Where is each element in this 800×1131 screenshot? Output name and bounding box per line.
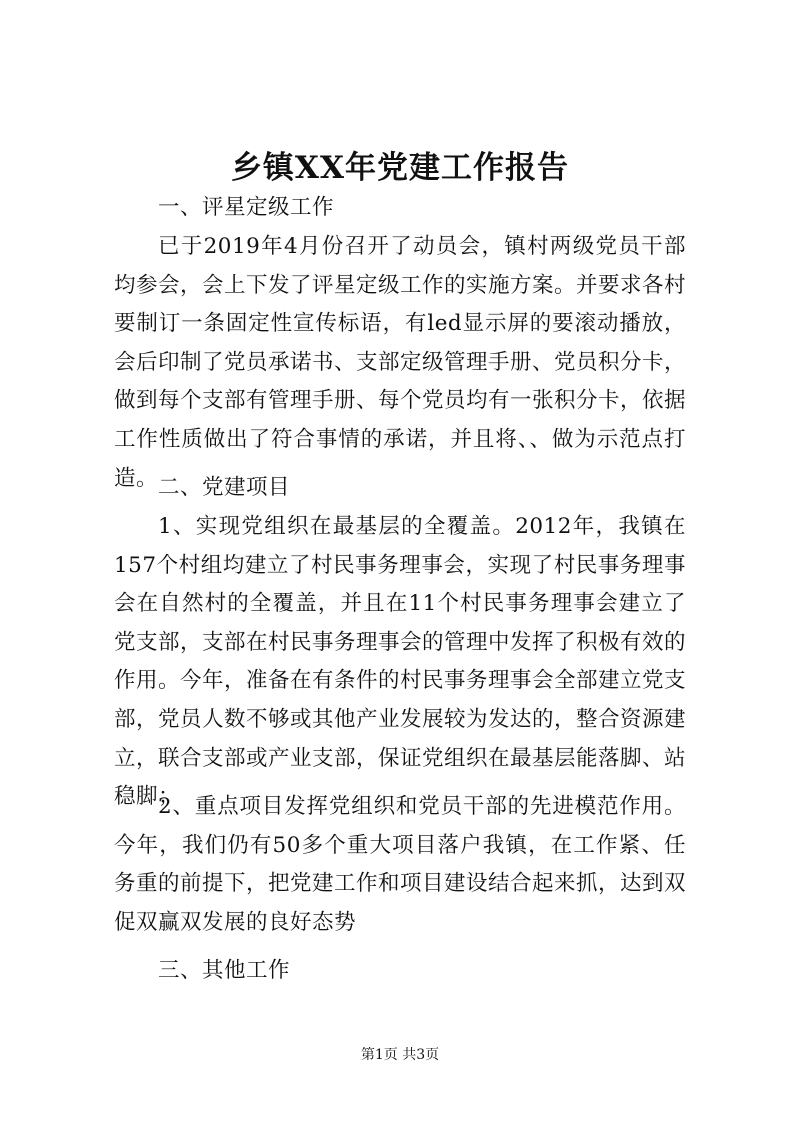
- section-2-paragraph-2: 2、重点项目发挥党组织和党员干部的先进模范作用。今年，我们仍有50多个重大项目落户我镇，在工作紧、任务重的前提下，把党建工作和项目建设结合起来抓，达到双促双赢双发展的良好态势: [114, 794, 687, 935]
- section-heading-1: 一、评星定级工作: [158, 195, 335, 220]
- section-heading-2: 二、党建项目: [158, 475, 291, 500]
- document-title: 乡镇XX年党建工作报告: [230, 150, 570, 186]
- page-footer: 第1页 共3页: [360, 1047, 440, 1063]
- section-1-paragraph-1: 已于2019年4月份召开了动员会，镇村两级党员干部均参会，会上下发了评星定级工作的实施方案。并要求各村要制订一条固定性宣传标语，有led显示屏的要滚动播放，会后印制了党员承诺书、支部定级管理手册、党员积分卡，做到每个支部有管理手册、每个党员均有一张积分卡，依据工作性质做出了符合事情的承诺，并且将、、做为示范点打造。: [114, 234, 687, 491]
- section-heading-3: 三、其他工作: [158, 958, 291, 983]
- section-2-paragraph-1: 1、实现党组织在最基层的全覆盖。2012年，我镇在157个村组均建立了村民事务理事会，实现了村民事务理事会在自然村的全覆盖，并且在11个村民事务理事会建立了党支部，支部在村民事务理事会的管理中发挥了积极有效的作用。今年，准备在有条件的村民事务理事会全部建立党支部，党员人数不够或其他产业发展较为发达的，整合资源建立，联合支部或产业支部，保证党组织在最基层能落脚、站稳脚；: [114, 514, 687, 810]
